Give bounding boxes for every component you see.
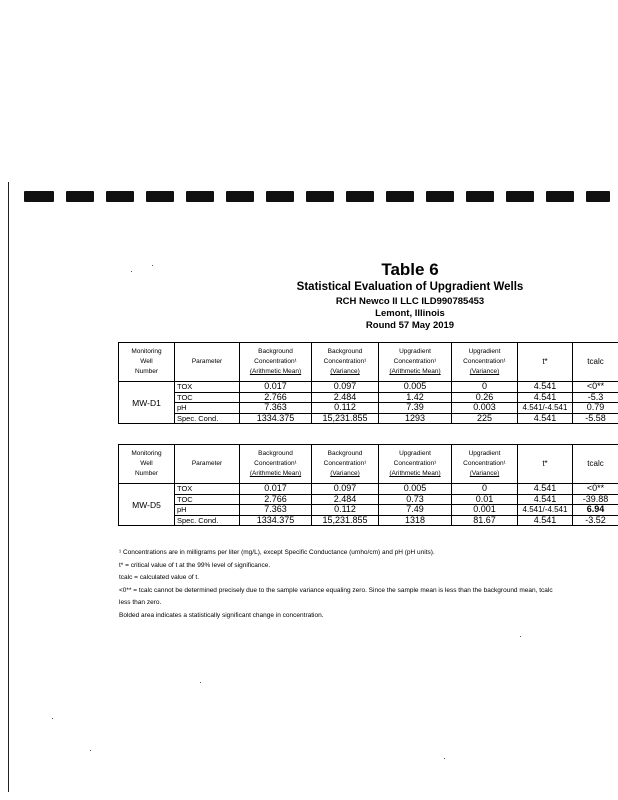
param-cell: TOX bbox=[175, 382, 240, 393]
table-row bbox=[119, 403, 618, 414]
tstar-cell: 4.541 bbox=[518, 382, 573, 393]
tcalc-cell: -5.3 bbox=[573, 392, 618, 403]
table-row bbox=[119, 484, 618, 495]
tstar-cell: 4.541 bbox=[518, 494, 573, 505]
tcalc-cell-significant: 6.94 bbox=[573, 505, 618, 516]
header-up-mean: Upgradient Concentration¹ (Arithmetic Mean) bbox=[379, 343, 452, 382]
header-up-mean: Upgradient Concentration¹ (Arithmetic Mean) bbox=[379, 445, 452, 484]
bg-var-cell: 2.484 bbox=[312, 494, 379, 505]
param-cell: pH bbox=[175, 403, 240, 414]
param-cell: Spec. Cond. bbox=[175, 515, 240, 526]
bg-var-cell: 0.097 bbox=[312, 382, 379, 393]
header-parameter: Parameter bbox=[175, 445, 240, 484]
tcalc-cell: -3.52 bbox=[573, 515, 618, 526]
up-mean-cell: 0.005 bbox=[379, 484, 452, 495]
up-var-cell: 0.01 bbox=[452, 494, 518, 505]
bg-var-cell: 15,231.855 bbox=[312, 515, 379, 526]
round-line: Round 57 May 2019 bbox=[365, 320, 455, 331]
scan-dash-line bbox=[0, 191, 618, 205]
param-cell: TOC bbox=[175, 392, 240, 403]
up-mean-cell: 0.005 bbox=[379, 382, 452, 393]
header-bg-var: Background Concentration¹ (Variance) bbox=[312, 445, 379, 484]
header-bg-mean: Background Concentration¹ (Arithmetic Mean) bbox=[240, 445, 312, 484]
up-mean-cell: 1293 bbox=[379, 413, 452, 424]
stats-table-mw-d1 bbox=[118, 342, 618, 424]
footnote-tcalc: tcalc = calculated value of t. bbox=[119, 574, 200, 581]
footnote-units: ¹ Concentrations are in milligrams per liter (mg/L), except Specific Conductance (umho/cm) and pH (pH units). bbox=[119, 549, 435, 556]
tcalc-cell: <0** bbox=[573, 484, 618, 495]
footnotes bbox=[119, 547, 618, 622]
bg-var-cell: 0.112 bbox=[312, 505, 379, 516]
tstar-cell: 4.541 bbox=[518, 484, 573, 495]
tstar-cell: 4.541 bbox=[518, 515, 573, 526]
tstar-cell: 4.541/-4.541 bbox=[518, 505, 573, 516]
well-number: MW-D5 bbox=[119, 484, 175, 526]
table-row bbox=[119, 494, 618, 505]
header-up-var: Upgradient Concentration¹ (Variance) bbox=[452, 343, 518, 382]
bg-var-cell: 0.097 bbox=[312, 484, 379, 495]
footnote-tstar: t* = critical value of t at the 99% level of significance. bbox=[119, 561, 271, 569]
param-cell: TOX bbox=[175, 484, 240, 495]
bg-mean-cell: 1334.375 bbox=[240, 515, 312, 526]
up-var-cell: 0 bbox=[452, 382, 518, 393]
header-bg-var: Background Concentration¹ (Variance) bbox=[312, 343, 379, 382]
up-mean-cell: 1318 bbox=[379, 515, 452, 526]
bg-mean-cell: 0.017 bbox=[240, 382, 312, 393]
bg-mean-cell: 0.017 bbox=[240, 484, 312, 495]
up-mean-cell: 1.42 bbox=[379, 392, 452, 403]
tcalc-cell: -39.88 bbox=[573, 494, 618, 505]
table-row bbox=[119, 392, 618, 403]
bg-var-cell: 0.112 bbox=[312, 403, 379, 414]
tstar-cell: 4.541 bbox=[518, 392, 573, 403]
bg-mean-cell: 7.363 bbox=[240, 403, 312, 414]
header-tstar: t* bbox=[518, 445, 573, 484]
tstar-cell: 4.541 bbox=[518, 413, 573, 424]
footnote-zero-variance-cont: less than zero. bbox=[119, 599, 162, 606]
table-row bbox=[119, 413, 618, 424]
header-bg-mean: Background Concentration¹ (Arithmetic Mean) bbox=[240, 343, 312, 382]
up-mean-cell: 0.73 bbox=[379, 494, 452, 505]
up-var-cell: 0 bbox=[452, 484, 518, 495]
table-row bbox=[119, 515, 618, 526]
header-up-var: Upgradient Concentration¹ (Variance) bbox=[452, 445, 518, 484]
header-parameter: Parameter bbox=[175, 343, 240, 382]
tcalc-cell: -5.58 bbox=[573, 413, 618, 424]
bg-mean-cell: 2.766 bbox=[240, 392, 312, 403]
facility-line: RCH Newco II LLC ILD990785453 bbox=[335, 296, 485, 307]
location-line: Lemont, Illinois bbox=[375, 308, 445, 319]
footnote-bolded: Bolded area indicates a statistically significant change in concentration. bbox=[119, 611, 324, 619]
header-tcalc: tcalc bbox=[573, 343, 618, 382]
up-mean-cell: 7.49 bbox=[379, 505, 452, 516]
up-var-cell: 225 bbox=[452, 413, 518, 424]
bg-var-cell: 2.484 bbox=[312, 392, 379, 403]
header-well: Monitoring Well Number bbox=[119, 343, 175, 382]
tcalc-cell: 0.79 bbox=[573, 403, 618, 414]
up-var-cell: 0.26 bbox=[452, 392, 518, 403]
up-mean-cell: 7.39 bbox=[379, 403, 452, 414]
param-cell: Spec. Cond. bbox=[175, 413, 240, 424]
header-tstar: t* bbox=[518, 343, 573, 382]
header-well: Monitoring Well Number bbox=[119, 445, 175, 484]
tstar-cell: 4.541/-4.541 bbox=[518, 403, 573, 414]
param-cell: pH bbox=[175, 505, 240, 516]
bg-var-cell: 15,231.855 bbox=[312, 413, 379, 424]
header-tcalc: tcalc bbox=[573, 445, 618, 484]
footnote-zero-variance: <0** = tcalc cannot be determined precisely due to the sample variance equaling zero. Since the sample mean is less than the background mean, tcalc bbox=[119, 586, 553, 594]
table-number: Table 6 bbox=[381, 260, 439, 279]
tcalc-cell: <0** bbox=[573, 382, 618, 393]
well-number: MW-D1 bbox=[119, 382, 175, 424]
stats-table-mw-d5 bbox=[118, 444, 618, 526]
bg-mean-cell: 7.363 bbox=[240, 505, 312, 516]
up-var-cell: 81.67 bbox=[452, 515, 518, 526]
param-cell: TOC bbox=[175, 494, 240, 505]
up-var-cell: 0.003 bbox=[452, 403, 518, 414]
left-margin-line bbox=[8, 182, 9, 792]
bg-mean-cell: 1334.375 bbox=[240, 413, 312, 424]
table-row bbox=[119, 505, 618, 516]
table-subtitle: Statistical Evaluation of Upgradient Wells bbox=[296, 281, 524, 293]
bg-mean-cell: 2.766 bbox=[240, 494, 312, 505]
up-var-cell: 0.001 bbox=[452, 505, 518, 516]
table-row bbox=[119, 382, 618, 393]
